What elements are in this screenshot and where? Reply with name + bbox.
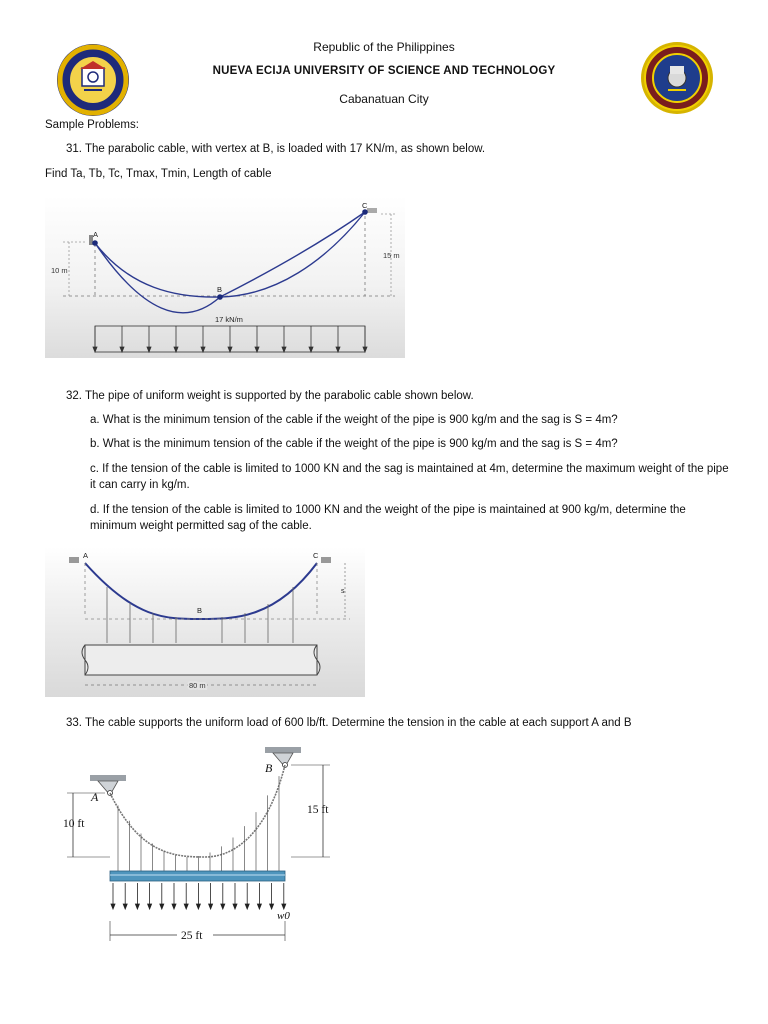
fig31-dim-left: 10 m	[51, 266, 68, 275]
fig33-span-label: 25 ft	[181, 930, 203, 942]
load-arrow-head	[209, 904, 213, 909]
load-arrow-head	[123, 904, 127, 909]
fig31-label-b: B	[217, 285, 223, 294]
fig33-label-a: A	[91, 790, 99, 804]
problem-32-part-d: d. If the tension of the cable is limited to 1000 KN and the weight of the pipe is maintained at 900 kg/m, determine the minimum weight permitted sag of the cable.	[90, 504, 686, 532]
load-arrow-head	[282, 904, 286, 909]
problem-32-part-a: a. What is the minimum tension of the cable if the weight of the pipe is 900 kg/m and the sag is S = 4m?	[90, 414, 618, 426]
section-title: Sample Problems:	[45, 119, 139, 131]
fig33-dim-right: 15 ft	[307, 804, 329, 816]
figure-31-cable	[45, 196, 405, 358]
load-arrow-head	[148, 904, 152, 909]
fig31-load-label: 17 kN/m	[215, 315, 243, 324]
fig33-label-b: B	[265, 761, 273, 775]
problem-32-part-b: b. What is the minimum tension of the cable if the weight of the pipe is 900 kg/m and the sag is S = 4m?	[90, 438, 618, 450]
fig31-dim-right: 15 m	[383, 251, 400, 260]
header-city: Cabanatuan City	[339, 92, 429, 106]
load-arrow-head	[245, 904, 249, 909]
problem-32-part-c: c. If the tension of the cable is limited to 1000 KN and the sag is maintained at 4m, determine the maximum weight of the pipe it can carry in kg/m.	[90, 463, 729, 491]
fig31-label-a: A	[93, 230, 99, 239]
load-arrow-head	[196, 904, 200, 909]
load-arrow-head	[111, 904, 115, 909]
fig32-label-b: B	[197, 606, 203, 615]
load-arrow-head	[233, 904, 237, 909]
fig31-label-c: C	[362, 201, 368, 210]
header-university-name: NUEVA ECIJA UNIVERSITY OF SCIENCE AND TECHNOLOGY	[212, 65, 556, 77]
fig32-span-label: 80 m	[189, 681, 206, 690]
load-arrow-head	[172, 904, 176, 909]
load-arrow-head	[184, 904, 188, 909]
problem-31-find: Find Ta, Tb, Tc, Tmax, Tmin, Length of cable	[45, 168, 272, 180]
header-republic: Republic of the Philippines	[313, 40, 455, 54]
fig32-label-c: C	[313, 551, 319, 560]
figure-33-cable	[55, 745, 355, 950]
fig33-load-label: w0	[277, 910, 290, 922]
load-arrow-head	[257, 904, 261, 909]
fig32-label-s: s	[341, 588, 345, 595]
problem-32-statement: 32. The pipe of uniform weight is supported by the parabolic cable shown below.	[66, 390, 474, 402]
problem-31-statement: 31. The parabolic cable, with vertex at B, is loaded with 17 KN/m, as shown below.	[66, 143, 486, 155]
load-arrow-head	[221, 904, 225, 909]
fig32-label-a: A	[83, 551, 89, 560]
problem-33-statement: 33. The cable supports the uniform load of 600 lb/ft. Determine the tension in the cable at each support A and B	[66, 717, 632, 729]
load-arrow-head	[135, 904, 139, 909]
load-arrow-head	[270, 904, 274, 909]
figure-32-pipe-cable	[45, 547, 365, 697]
fig33-dim-left: 10 ft	[63, 818, 85, 830]
load-arrow-head	[160, 904, 164, 909]
